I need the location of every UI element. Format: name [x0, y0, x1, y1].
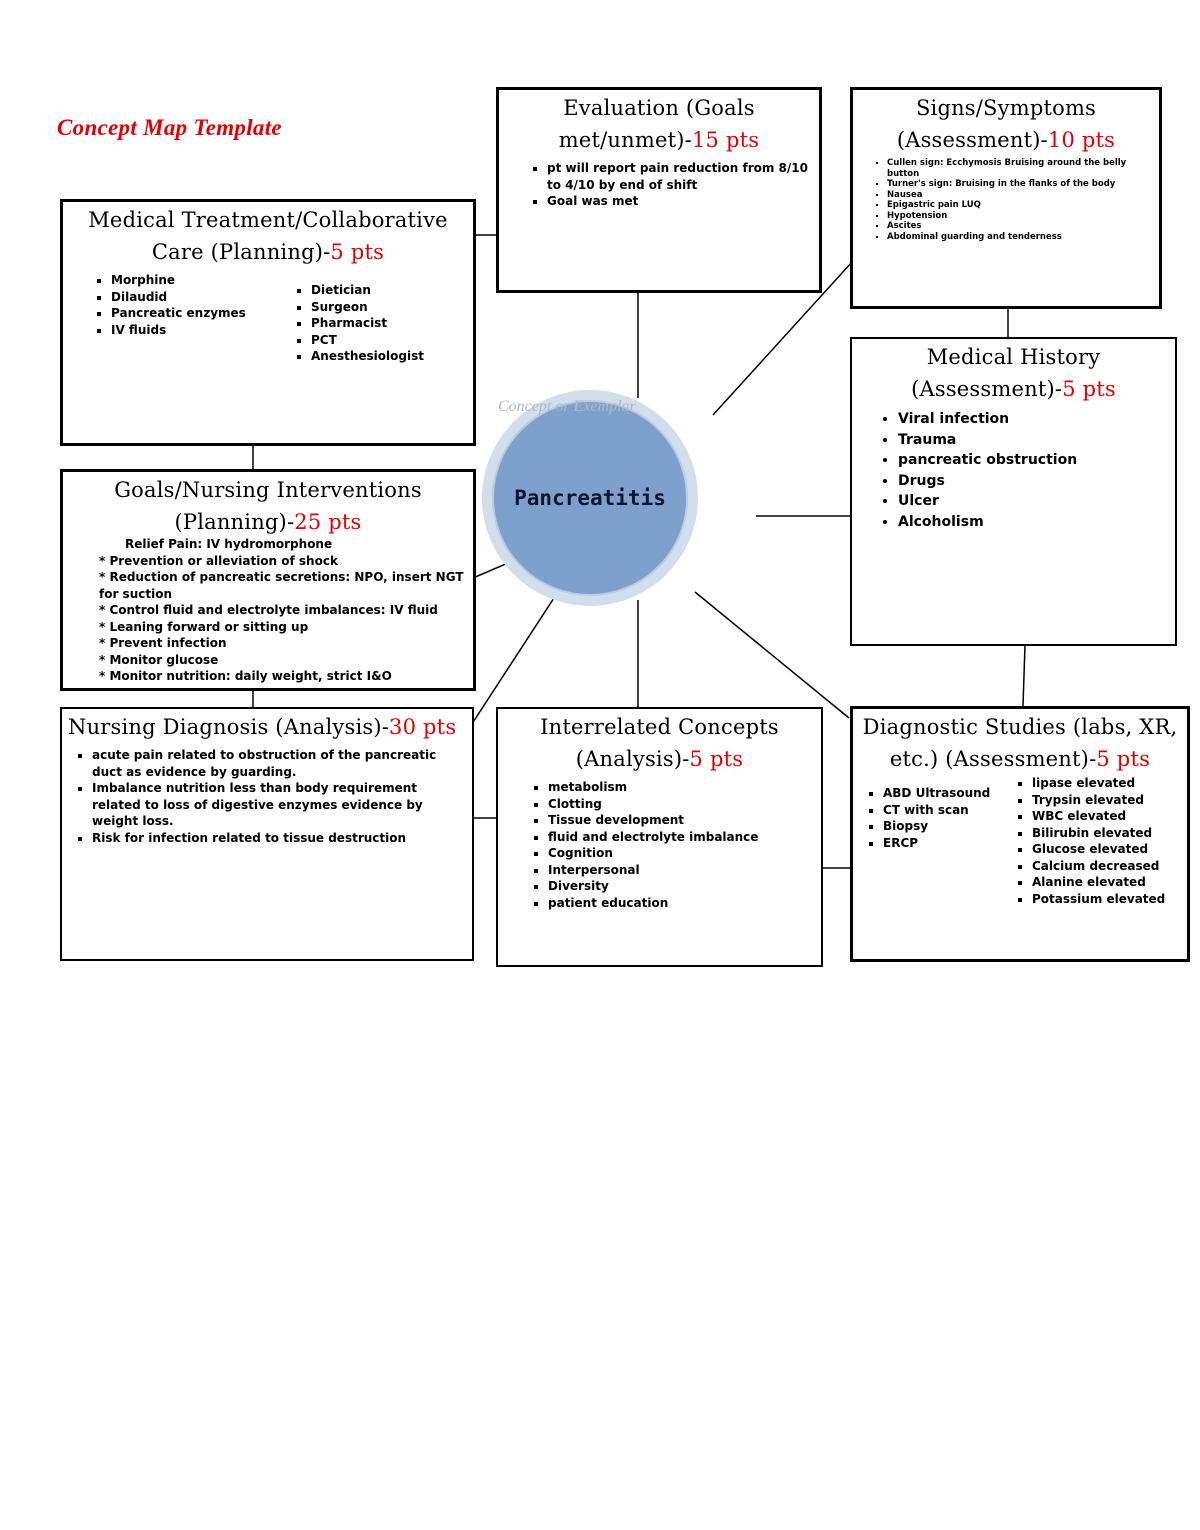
nursing-diagnosis-title: Nursing Diagnosis (Analysis)-30 pts [68, 715, 457, 739]
list-item: ▪ Nausea [887, 190, 1159, 201]
list-item: ▪ Biopsy [883, 818, 1008, 835]
interrelated-concepts-list [498, 779, 821, 911]
list-item: ▪ Dilaudid [111, 289, 281, 306]
signs-symptoms-box [850, 87, 1162, 309]
list-item: Relief Pain: IV hydromorphone [125, 537, 333, 551]
evaluation-list [499, 160, 819, 210]
goals-interventions-box [60, 469, 476, 691]
list-item: • Alcoholism [898, 512, 1175, 533]
list-item: * Monitor glucose [99, 652, 219, 667]
list-item: ▪ Morphine [111, 272, 281, 289]
list-item: * Prevent infection [99, 636, 227, 650]
concept-watermark: Concept or Exemplar [498, 398, 636, 415]
medical-history-title: Medical History (Assessment)-5 pts [911, 345, 1116, 401]
interrelated-concepts-title: Interrelated Concepts (Analysis)-5 pts [540, 715, 779, 771]
center-concept-label: Pancreatitis [514, 486, 666, 510]
list-item: ▪ lipase elevated [1032, 775, 1165, 792]
list-item: ▪ Glucose elevated [1032, 841, 1165, 858]
lab-results-list [1008, 775, 1165, 907]
list-item: ▪ CT with scan [883, 802, 1008, 819]
medical-treatment-title: Medical Treatment/Collaborative Care (Planning)-5 pts [88, 208, 448, 264]
medical-treatment-box [60, 199, 476, 446]
diagnostic-studies-box [850, 706, 1190, 962]
list-item: * Control fluid and electrolyte imbalances: IV fluid [99, 603, 438, 617]
document-title: Concept Map Template [57, 115, 282, 140]
list-item: ▪ Pharmacist [311, 315, 424, 332]
list-item: ▪ Clotting [548, 796, 821, 813]
list-item: ▪ Cullen sign: Ecchymosis Bruising around the belly button [887, 158, 1159, 179]
list-item: * Leaning forward or sitting up [99, 619, 309, 634]
medical-history-box [850, 337, 1177, 646]
list-item: ▪ Calcium decreased [1032, 858, 1165, 875]
nursing-diagnosis-list [62, 747, 472, 846]
list-item: ▪ Goal was met [547, 193, 819, 210]
list-item: ▪ Anesthesiologist [311, 348, 424, 365]
list-item: ▪ Potassium elevated [1032, 891, 1165, 908]
list-item: ▪ WBC elevated [1032, 808, 1165, 825]
center-concept-inner [492, 400, 688, 596]
list-item: * Monitor nutrition: daily weight, strict I&O [99, 669, 392, 683]
goals-interventions-title: Goals/Nursing Interventions (Planning)-25 pts [114, 478, 422, 534]
evaluation-box [496, 87, 822, 293]
diagnostic-studies-title: Diagnostic Studies (labs, XR, etc.) (Assessment)-5 pts [862, 715, 1178, 771]
list-item: ▪ Alanine elevated [1032, 874, 1165, 891]
list-item: ▪ IV fluids [111, 322, 281, 339]
list-item: ▪ metabolism [548, 779, 821, 796]
connector-line [695, 592, 849, 718]
list-item: ▪ PCT [311, 332, 424, 349]
list-item: ▪ Dietician [311, 282, 424, 299]
interventions-list [63, 536, 473, 685]
medical-history-list [852, 409, 1175, 532]
list-item: ▪ ABD Ultrasound [883, 785, 1008, 802]
center-concept-circle [482, 390, 698, 606]
list-item: ▪ patient education [548, 895, 821, 912]
nursing-diagnosis-box [60, 707, 474, 961]
list-item: ▪ Trypsin elevated [1032, 792, 1165, 809]
list-item: ▪ Ascites [887, 221, 1159, 232]
list-item: ▪ Abdominal guarding and tenderness [887, 232, 1159, 243]
list-item: ▪ Epigastric pain LUQ [887, 200, 1159, 211]
list-item: ▪ Surgeon [311, 299, 424, 316]
list-item: • pancreatic obstruction [898, 450, 1175, 471]
evaluation-title: Evaluation (Goals met/unmet)-15 pts [558, 96, 760, 152]
list-item: ▪ Bilirubin elevated [1032, 825, 1165, 842]
list-item: ▪ Interpersonal [548, 862, 821, 879]
list-item: * Prevention or alleviation of shock [99, 553, 338, 568]
signs-symptoms-list [853, 158, 1159, 242]
list-item: ▪ Tissue development [548, 812, 821, 829]
care-team-list [281, 282, 424, 365]
list-item: ▪ Imbalance nutrition less than body requirement related to loss of digestive enzymes evidence by weight loss. [92, 780, 458, 830]
interrelated-concepts-box [496, 707, 823, 967]
treatment-list [63, 272, 281, 365]
list-item: ▪ ERCP [883, 835, 1008, 852]
diagnostic-tests-list [853, 785, 1008, 907]
list-item: • Trauma [898, 430, 1175, 451]
list-item: ▪ Diversity [548, 878, 821, 895]
list-item: ▪ Pancreatic enzymes [111, 305, 281, 322]
list-item: ▪ pt will report pain reduction from 8/10 to 4/10 by end of shift [547, 160, 819, 193]
list-item: • Drugs [898, 471, 1175, 492]
signs-symptoms-title: Signs/Symptoms (Assessment)-10 pts [896, 96, 1116, 152]
list-item: • Viral infection [898, 409, 1175, 430]
list-item: ▪ Risk for infection related to tissue destruction [92, 830, 458, 847]
connector-line [1023, 645, 1025, 706]
list-item: ▪ Hypotension [887, 211, 1159, 222]
list-item: • Ulcer [898, 491, 1175, 512]
list-item: ▪ Cognition [548, 845, 821, 862]
list-item: ▪ Turner's sign: Bruising in the flanks of the body [887, 179, 1159, 190]
list-item: ▪ acute pain related to obstruction of the pancreatic duct as evidence by guarding. [92, 747, 458, 780]
list-item: * Reduction of pancreatic secretions: NPO, insert NGT for suction [99, 570, 464, 601]
list-item: ▪ fluid and electrolyte imbalance [548, 829, 821, 846]
